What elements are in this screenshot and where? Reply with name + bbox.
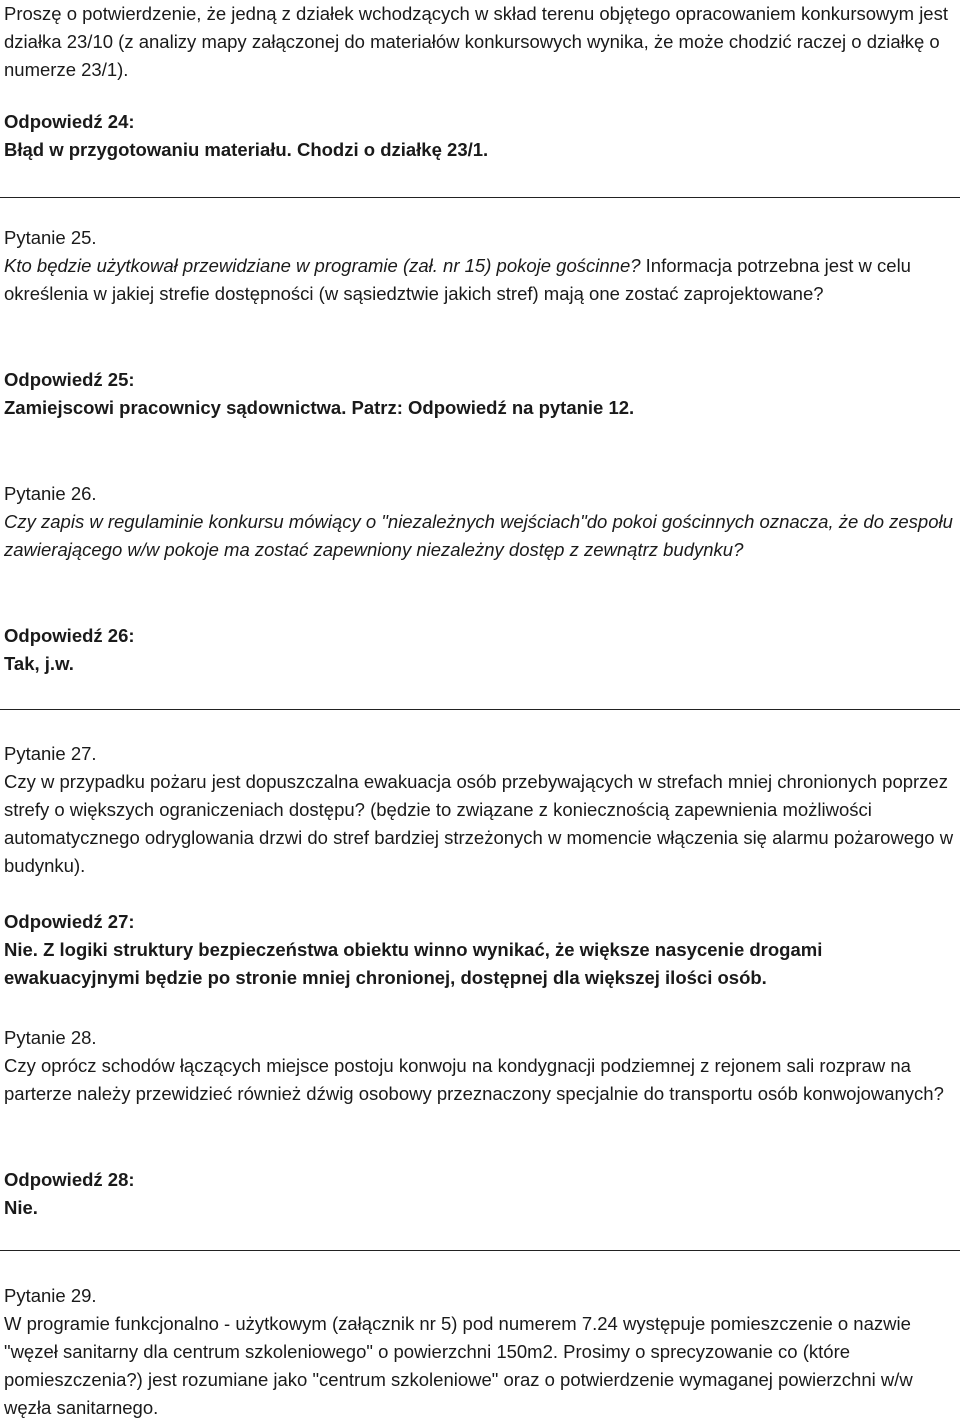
question-28-label: Pytanie 28. [4, 1027, 97, 1048]
question-29-label: Pytanie 29. [4, 1285, 97, 1306]
divider [0, 197, 960, 198]
answer-24-text: Błąd w przygotowaniu materiału. Chodzi o działkę 23/1. [4, 139, 489, 160]
answer-26 [4, 622, 954, 678]
question-29-text: W programie funkcjonalno - użytkowym (załącznik nr 5) pod numerem 7.24 występuje pomieszczenie o nazwie "węzeł sanitarny dla centrum szkoleniowego" o powierzchni 150m2. Prosimy o sprecyzowanie co (które pomieszczenia?) jest rozumiane jako "centrum szkoleniowe" oraz o potwierdzenie wymaganej powierzchni w/w węzła sanitarnego. [4, 1313, 913, 1418]
answer-24 [4, 108, 954, 164]
question-27 [4, 740, 954, 880]
answer-26-label: Odpowiedź 26: [4, 625, 135, 646]
question-29 [4, 1282, 954, 1422]
question-27-label: Pytanie 27. [4, 743, 97, 764]
question-27-text: Czy w przypadku pożaru jest dopuszczalna ewakuacja osób przebywających w strefach mniej chronionych poprzez strefy o większych ograniczeniach dostępu? (będzie to związane z koniecznością zapewnienia możliwości automatycznego odryglowania drzwi do stref bardziej strzeżonych w momencie włączenia się alarmu pożarowego w budynku). [4, 771, 954, 876]
divider [0, 1250, 960, 1251]
question-26-label: Pytanie 26. [4, 483, 97, 504]
question-25-text [4, 252, 954, 308]
answer-28-text: Nie. [4, 1197, 38, 1218]
answer-25 [4, 366, 954, 422]
question-25-label: Pytanie 25. [4, 227, 97, 248]
answer-25-label: Odpowiedź 25: [4, 369, 135, 390]
question-24-text: Proszę o potwierdzenie, że jedną z działek wchodzących w skład terenu objętego opracowaniem konkursowym jest działka 23/10 (z analizy mapy załączonej do materiałów konkursowych wynika, że może chodzić raczej o działkę o numerze 23/1). [4, 3, 948, 80]
answer-26-text: Tak, j.w. [4, 653, 74, 674]
answer-27-text: Nie. Z logiki struktury bezpieczeństwa obiektu winno wynikać, że większe nasycenie drogami ewakuacyjnymi będzie po stronie mniej chronionej, dostępnej dla większej ilości osób. [4, 939, 823, 988]
answer-24-label: Odpowiedź 24: [4, 111, 135, 132]
answer-28 [4, 1166, 954, 1222]
question-25-text-italic: Kto będzie użytkował przewidziane w programie (zał. nr 15) pokoje gościnne? [4, 255, 641, 276]
answer-25-text: Zamiejscowi pracownicy sądownictwa. Patrz: Odpowiedź na pytanie 12. [4, 397, 635, 418]
question-26-text: Czy zapis w regulaminie konkursu mówiący o "niezależnych wejściach"do pokoi gościnnych oznacza, że do zespołu zawierającego w/w pokoje ma zostać zapewniony niezależny dostęp z zewnątrz budynku? [4, 511, 953, 560]
divider [0, 709, 960, 710]
question-28-text: Czy oprócz schodów łączących miejsce postoju konwoju na kondygnacji podziemnej z rejonem sali rozpraw na parterze należy przewidzieć również dźwig osobowy przeznaczony specjalnie do transportu osób konwojowanych? [4, 1055, 944, 1104]
question-25-text-rest: Informacja potrzebna jest w celu określenia w jakiej strefie dostępności (w sąsiedztwie jakich stref) mają one zostać zaprojektowane? [4, 255, 911, 304]
answer-27-label: Odpowiedź 27: [4, 911, 135, 932]
question-26 [4, 480, 954, 564]
answer-27 [4, 908, 954, 992]
question-24-tail [4, 0, 954, 84]
question-28 [4, 1024, 954, 1108]
question-25 [4, 224, 954, 308]
answer-28-label: Odpowiedź 28: [4, 1169, 135, 1190]
